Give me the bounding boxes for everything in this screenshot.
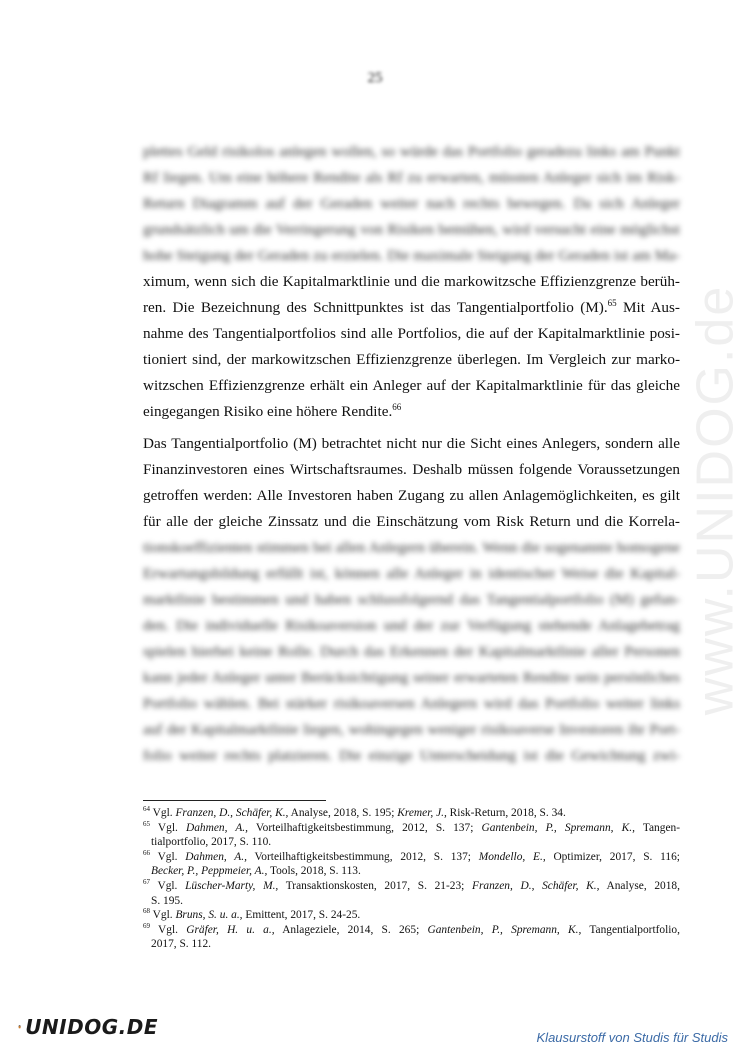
blurred-text-line: marktlinie bestimmen und haben schlussfolgernd das Tangentialportfolio (M) gefun- [143, 591, 680, 608]
footnote-line [143, 908, 680, 923]
citation-text: tialportfolio, 2017, S. 110. [151, 836, 272, 849]
footnote-line [143, 923, 680, 938]
author-name: Becker, P., Peppmeier, A., [151, 865, 268, 878]
text-line: Das Tangentialportfolio (M) betrachtet nicht nur die Sicht eines Anlegers, sondern alle [143, 435, 680, 452]
text-line [143, 399, 680, 425]
footnote-separator [143, 800, 326, 801]
footnote-reference: 66 [392, 401, 402, 412]
text-segment: eingegangen Risiko eine höhere Rendite. [143, 403, 393, 420]
text-segment: tioniert sind, der markowitzschen Effizienzgrenze überlegen. Im Vergleich zur marko- [143, 351, 680, 368]
footnote-line [143, 835, 680, 850]
text-line [143, 269, 680, 295]
tagline: Klausurstoff von Studis für Studis [536, 1030, 728, 1045]
blurred-text-line: plettes Geld risikolos anlegen wollen, so würde das Portfolio geradezu links am Punkt [143, 143, 680, 160]
citation-text: Emittent, 2017, S. 24-25. [242, 909, 361, 922]
author-name: Franzen, D., Schäfer, K., [472, 879, 600, 892]
citation-text: Vgl. [158, 923, 187, 936]
footnote-number: 65 [143, 819, 150, 828]
citation-text: Vgl. [152, 807, 176, 819]
author-name: Kremer, J., [397, 807, 447, 819]
dog-mascot-icon [18, 1009, 21, 1045]
footnotes [143, 806, 680, 952]
blurred-text-line: Return Diagramm auf der Geraden weiter nach rechts bewegen. Da sich Anleger [143, 195, 680, 212]
citation-text: Risk-Return, 2018, S. 34. [446, 807, 566, 819]
watermark-text: www.UNIDOG.de [686, 284, 744, 716]
text-line [143, 295, 680, 321]
citation-text: Analyse, 2018, S. 195; [288, 807, 398, 819]
citation-text: Vgl. [157, 821, 186, 834]
page-number: 25 [367, 70, 383, 86]
citation-text: Transaktionskosten, 2017, S. 21-23; [278, 879, 473, 892]
footnote-number: 67 [143, 878, 150, 887]
text-segment: Mit Aus- [616, 299, 680, 316]
footnote-line [143, 879, 680, 894]
blurred-text-line: Portfolio wählen. Bei stärker risikoaversen Anlegern wird das Portfolio weiter links [143, 695, 680, 712]
footnote-line [143, 894, 680, 909]
text-line [143, 347, 680, 373]
citation-text: Tangentialportfolio, [581, 923, 680, 936]
paragraph-2 [143, 431, 680, 769]
text-line: getroffen werden: Alle Investoren haben Zugang zu allen Anlagemöglichkeiten, es gilt [143, 487, 680, 504]
author-name: Gräfer, H. u. a., [186, 923, 275, 936]
citation-text: 2017, S. 112. [151, 938, 212, 951]
text-segment: ximum, wenn sich die Kapitalmarktlinie und die markowitzsche Effizienzgrenze berüh- [143, 273, 680, 290]
text-line [143, 373, 680, 399]
citation-text: S. 195. [151, 894, 183, 907]
footnote [143, 923, 680, 952]
author-name: Franzen, D., Schäfer, K., [175, 807, 289, 819]
blurred-text-line: spielen hierbei keine Rolle. Durch das Erkennen der Kapitalmarktlinie aller Personen [143, 643, 680, 660]
text-line [143, 321, 680, 347]
blurred-text-line: Erwartungsbildung erfüllt ist, können alle Anleger in identischer Weise die Kapital- [143, 565, 680, 582]
footnote-line [143, 821, 680, 836]
citation-text: Vorteilhaftigkeitsbestimmung, 2012, S. 137; [248, 821, 482, 834]
text-segment: ren. Die Bezeichnung des Schnittpunktes ist das Tangentialportfolio (M). [143, 299, 608, 316]
footnote-number: 64 [143, 805, 150, 814]
footnote [143, 879, 680, 908]
citation-text: Vgl. [157, 850, 186, 863]
citation-text: Anlageziele, 2014, S. 265; [274, 923, 428, 936]
footnote-number: 66 [143, 848, 150, 857]
blurred-text-line: hohe Steigung der Geraden zu erzielen. Die maximale Steigung der Geraden ist am Ma- [143, 247, 680, 264]
citation-text: Analyse, 2018, [599, 879, 680, 892]
footnote-line [143, 850, 680, 865]
logo-text: UNIDOG.DE [25, 1015, 158, 1039]
footnote [143, 821, 680, 850]
blurred-text-line: auf der Kapitalmarktlinie liegen, wohingegen weniger risikoaverse Investoren ihr Port- [143, 721, 680, 738]
footnote-reference: 65 [607, 297, 617, 308]
body-text [143, 139, 680, 769]
citation-text: Tangen- [634, 821, 680, 834]
citation-text: Vgl. [157, 879, 186, 892]
author-name: Bruns, S. u. a., [175, 909, 243, 922]
footnote-number: 68 [143, 907, 150, 916]
blurred-text-line: den. Die individuelle Risikoaversion und der zur Verfügung stehende Anlagebetrag [143, 617, 680, 634]
author-name: Dahmen, A., [185, 821, 248, 834]
footnote [143, 806, 680, 821]
blurred-text-line: grundsätzlich um die Verringerung von Risiken bemühen, wird versucht eine möglichst [143, 221, 680, 238]
author-name: Mondello, E., [478, 850, 546, 863]
footnote [143, 908, 680, 923]
blurred-text-line: kann jeder Anleger unter Berücksichtigung seiner erwarteten Rendite sein persönliches [143, 669, 680, 686]
citation-text: Optimizer, 2017, S. 116; [545, 850, 680, 863]
text-line: für alle der gleiche Zinssatz und die Einschätzung vom Risk Return und die Korrela- [143, 513, 680, 530]
unidog-logo[interactable] [18, 1007, 158, 1047]
text-segment: witzschen Effizienzgrenze erhält ein Anleger auf der Kapitalmarktlinie für das gleiche [143, 377, 680, 394]
author-name: Gantenbein, P., Spremann, K., [427, 923, 582, 936]
author-name: Gantenbein, P., Spremann, K., [481, 821, 635, 834]
blurred-text-line: Rf liegen. Um eine höhere Rendite als Rf zu erwarten, müssten Anleger sich im Risk- [143, 169, 680, 186]
blurred-text-line: tionskoeffizienten stimmen bei allen Anlegern überein. Wenn die sogenannte homogene [143, 539, 680, 556]
footnote-line [143, 806, 680, 821]
paragraph-1 [143, 139, 680, 425]
citation-text: Vgl. [152, 909, 176, 922]
footnote [143, 850, 680, 879]
author-name: Dahmen, A., [185, 850, 247, 863]
blurred-text-line: folio weiter rechts platzieren. Die einzige Unterscheidung ist die Gewichtung zwi- [143, 747, 680, 764]
citation-text: Vorteilhaftigkeitsbestimmung, 2012, S. 137; [246, 850, 479, 863]
footnote-line [143, 937, 680, 952]
footnote-line [143, 864, 680, 879]
citation-text: Tools, 2018, S. 113. [267, 865, 361, 878]
text-line: Finanzinvestoren eines Wirtschaftsraumes. Deshalb müssen folgende Voraussetzungen [143, 461, 680, 478]
text-segment: nahme des Tangentialportfolios sind alle Portfolios, die auf der Kapitalmarktlinie posi- [143, 325, 680, 342]
footnote-number: 69 [143, 921, 150, 930]
author-name: Lüscher-Marty, M., [185, 879, 279, 892]
